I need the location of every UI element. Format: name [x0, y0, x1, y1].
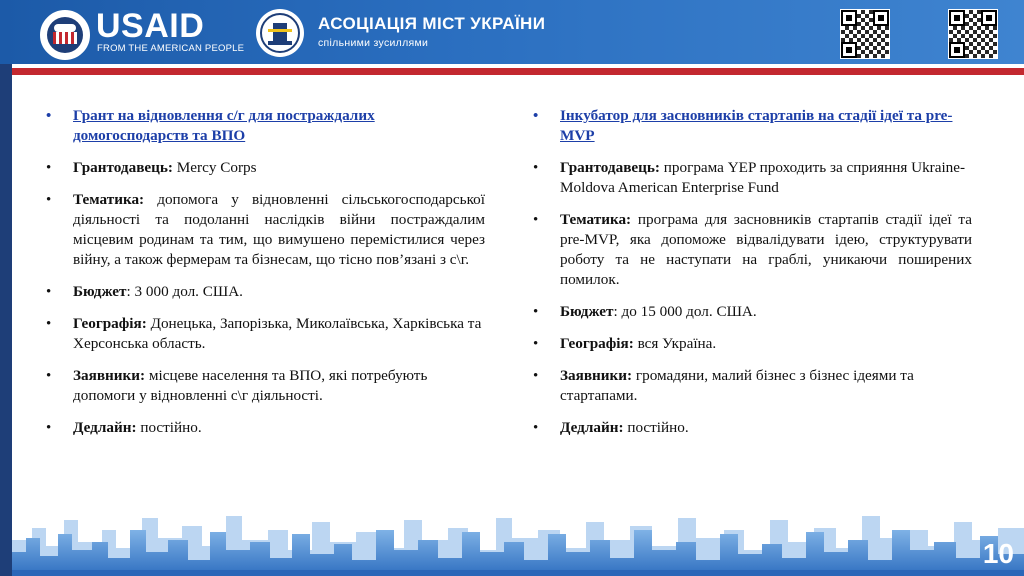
usaid-seal-icon: [40, 10, 90, 60]
budget-item: [560, 302, 972, 322]
grantor-value: програма YEP проходить за сприяння Ukraine-Moldova American Enterprise Fund: [560, 159, 966, 196]
grant-title-link[interactable]: • Інкубатор для засновників стартапів на стадії ідеї та pre-MVP: [560, 106, 972, 146]
usaid-tagline: FROM THE AMERICAN PEOPLE: [97, 43, 245, 54]
amu-title: АСОЦІАЦІЯ МІСТ УКРАЇНИ: [318, 14, 546, 33]
applicants-item: [560, 366, 972, 406]
geography-value: вся Україна.: [633, 335, 717, 352]
budget-label: Бюджет: [73, 283, 127, 300]
city-skyline-decoration: [12, 490, 1024, 576]
grantor-label: Грантодавець:: [73, 159, 173, 176]
applicants-value: громадяни, малий бізнес з бізнес ідеями та стартапами.: [560, 367, 914, 404]
geography-item: [73, 314, 485, 354]
grantor-value: Mercy Corps: [172, 159, 257, 176]
left-grant-column: [73, 106, 485, 450]
topic-item: [560, 210, 972, 290]
deadline-label: Дедлайн:: [560, 419, 624, 436]
applicants-label: Заявники:: [560, 367, 633, 384]
grantor-item: [560, 158, 972, 198]
page-number: 10: [982, 538, 1014, 569]
budget-label: Бюджет: [560, 303, 614, 320]
geography-label: Географія:: [560, 335, 634, 352]
left-accent-strip: [0, 64, 12, 576]
deadline-label: Дедлайн:: [73, 419, 137, 436]
topic-label: Тематика:: [560, 211, 632, 228]
amu-tagline: спільними зусиллями: [318, 37, 429, 49]
grantor-item: [73, 158, 485, 178]
usaid-logo-text: USAID: [96, 7, 205, 45]
budget-item: [73, 282, 485, 302]
budget-value: : до 15 000 дол. США.: [613, 303, 757, 320]
grantor-label: Грантодавець:: [560, 159, 660, 176]
applicants-item: [73, 366, 485, 406]
red-divider: [12, 68, 1024, 75]
applicants-label: Заявники:: [73, 367, 146, 384]
geography-label: Географія:: [73, 315, 147, 332]
amu-emblem-icon: [256, 9, 304, 57]
deadline-value: постійно.: [623, 419, 689, 436]
deadline-value: постійно.: [136, 419, 202, 436]
topic-label: Тематика:: [73, 191, 145, 208]
topic-item: [73, 190, 485, 270]
deadline-item: [560, 418, 972, 438]
topic-value: допомога у відновленні сільськогосподарської діяльності та подоланні наслідків війни постраждалим місцевим родинам та тим, що вимушено перемістилися через війну, а також фермерам та бізнесам, що тісно пов’язані з с\г.: [73, 191, 485, 268]
applicants-value: місцеве населення та ВПО, які потребують допомоги у відновленні с\г діяльності.: [73, 367, 428, 404]
budget-value: : 3 000 дол. США.: [126, 283, 243, 300]
deadline-item: [73, 418, 485, 438]
topic-value: програма для засновників стартапів стадії ідеї та pre-MVP, яка допоможе відвалідувати ідею, структурувати роботу та не наступати на граблі, уникаючи поширених помилок.: [560, 211, 972, 288]
geography-value: Донецька, Запорізька, Миколаївська, Харківська та Херсонська область.: [73, 315, 482, 352]
geography-item: [560, 334, 972, 354]
right-grant-column: [560, 106, 972, 450]
grant-title-link[interactable]: • Грант на відновлення с/г для постраждалих домогосподарств та ВПО: [73, 106, 485, 146]
qr-code-icon[interactable]: [948, 9, 998, 59]
qr-code-icon[interactable]: [840, 9, 890, 59]
